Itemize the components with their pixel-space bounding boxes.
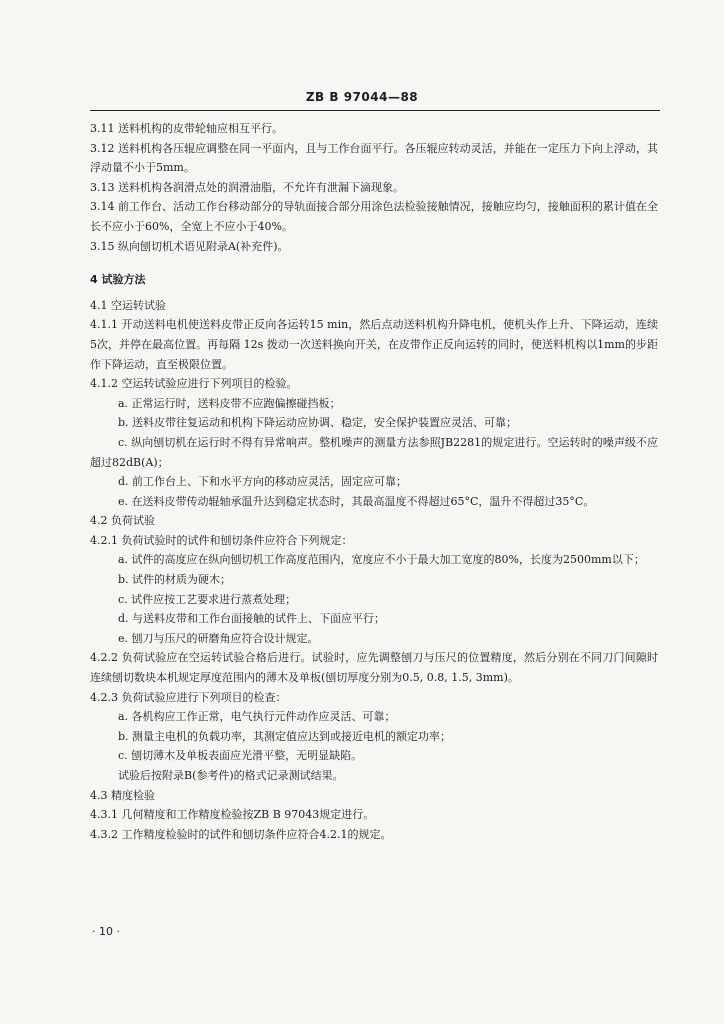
list-item: d. 前工作台上、下和水平方向的移动应灵活，固定应可靠； (118, 475, 408, 489)
clause-paragraph: 4.3.2 工作精度检验时的试件和刨切条件应符合4.2.1的规定。 (90, 827, 392, 841)
clause-paragraph: 3.12 送料机构各压辊应调整在同一平面内，且与工作台面平行。各压辊应转动灵活，并能在一定压力下向上浮动，其浮动量不小于5mm。 (90, 141, 658, 175)
clause-paragraph: 3.11 送料机构的皮带轮轴应相互平行。 (90, 122, 283, 135)
list-item: c. 试件应按工艺要求进行蒸煮处理； (118, 592, 297, 606)
list-item: e. 刨刀与压尺的研磨角应符合设计规定。 (118, 631, 319, 645)
list-item: d. 与送料皮带和工作台面接触的试件上、下面应平行； (118, 612, 386, 626)
clause-paragraph: 4.3.1 几何精度和工作精度检验按ZB B 97043规定进行。 (90, 808, 375, 822)
clause-paragraph: 4.3 精度检验 (90, 788, 155, 802)
clause-paragraph: 试验后按附录B(参考件)的格式记录测试结果。 (118, 769, 344, 782)
section-heading: 4 试验方法 (90, 273, 146, 287)
clause-paragraph: 3.14 前工作台、活动工作台移动部分的导轨面接合部分用涂色法检验接触情况，接触应均匀，接触面积的累计值在全长不应小于60%，全宽上不应小于40%。 (90, 200, 658, 233)
clause-paragraph: 4.2.2 负荷试验应在空运转试验合格后进行。试验时，应先调整刨刀与压尺的位置精度，然后分别在不同刀门间隙时连续刨切数块本机规定厚度范围内的薄木及单板(刨切厚度分别为0.5, 0.8, 1.5, 3mm)。 (90, 651, 658, 685)
list-item: c. 刨切薄木及单板表面应光滑平整，无明显缺陷。 (118, 749, 363, 763)
clause-paragraph: 4.1 空运转试验 (90, 298, 166, 312)
document-code-header: ZB B 97044—88 (305, 90, 419, 104)
list-item: e. 在送料皮带传动辊轴承温升达到稳定状态时，其最高温度不得超过65°C，温升不得超过35°C。 (118, 494, 595, 508)
clause-paragraph: 4.1.1 开动送料电机使送料皮带正反向各运转15 min，然后点动送料机构升降电机，使机头作上升、下降运动，连续5次，并停在最高位置。再每隔 12s 拨动一次送料换向开关，在皮带作正反向运转的同时，使送料机构以1mm的步距作下降运动，直至极限位置。 (90, 318, 658, 371)
list-item: a. 试件的高度应在纵向刨切机工作高度范围内，宽度应不小于最大加工宽度的80%，长度为2500mm以下； (118, 553, 645, 567)
list-item: b. 送料皮带往复运动和机构下降运动应协调、稳定，安全保护装置应灵活、可靠； (118, 416, 518, 430)
clause-paragraph: 3.13 送料机构各润滑点处的润滑油脂，不允许有泄漏下滴现象。 (90, 180, 404, 194)
list-item: a. 正常运行时，送料皮带不应跑偏擦碰挡板； (118, 396, 341, 410)
clause-paragraph: 4.2.3 负荷试验应进行下列项目的检查： (90, 690, 287, 704)
clause-paragraph: 3.15 纵向刨切机术语见附录A(补充件)。 (90, 239, 289, 253)
clause-paragraph: 4.2.1 负荷试验时的试件和刨切条件应符合下列规定： (90, 533, 353, 547)
header-rule (90, 110, 660, 111)
clause-paragraph: 4.2 负荷试验 (90, 514, 155, 528)
list-item: a. 各机构应工作正常，电气执行元件动作应灵活、可靠； (118, 710, 396, 724)
document-body (90, 119, 658, 844)
page-number: · 10 · (92, 925, 120, 938)
clause-paragraph: 4.1.2 空运转试验应进行下列项目的检验。 (90, 377, 298, 391)
list-item: b. 试件的材质为硬木； (118, 573, 232, 587)
list-item: b. 测量主电机的负载功率，其测定值应达到或接近电机的额定功率； (118, 729, 452, 743)
list-item: c. 纵向刨切机在运行时不得有异常响声。整机噪声的测量方法参照JB2281的规定进行。空运转时的噪声级不应超过82dB(A)； (90, 435, 658, 469)
